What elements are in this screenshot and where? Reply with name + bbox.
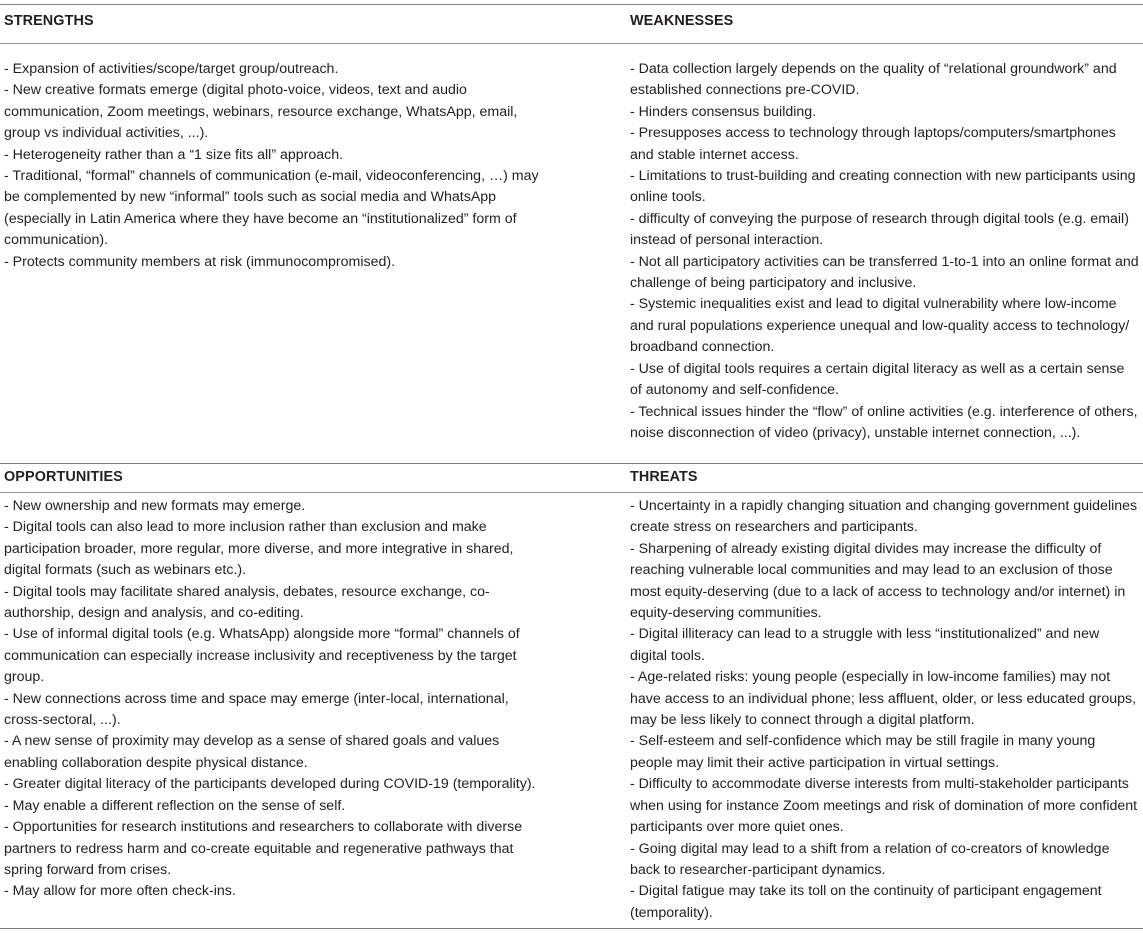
opportunities-list — [4, 496, 539, 903]
list-item: - Use of digital tools requires a certain digital literacy as well as a certain sense of autonomy and self-confidence. — [630, 360, 1125, 399]
strengths-list — [4, 59, 539, 273]
list-item: - Self-esteem and self-confidence which may be still fragile in many young people may limit their active participation in virtual settings. — [630, 733, 1096, 771]
table-bottom-rule — [0, 928, 1143, 929]
list-item: - Use of informal digital tools (e.g. WhatsApp) alongside more “formal” channels of communication can especially increase inclusivity and receptiveness by the target group. — [4, 626, 520, 686]
list-item: - Digital fatigue may take its toll on the continuity of participant engagement (temporality). — [630, 883, 1102, 921]
weaknesses-list — [630, 59, 1140, 444]
list-item: - May enable a different reflection on the sense of self. — [4, 797, 346, 814]
list-item: - Digital tools can also lead to more inclusion rather than exclusion and make participation broader, more regular, more diverse, and more integrative in shared, digital formats (such as webinars etc.). — [4, 519, 514, 579]
header-rule — [0, 492, 1143, 493]
list-item: - difficulty of conveying the purpose of research through digital tools (e.g. email) instead of personal interaction. — [630, 210, 1129, 249]
list-item: - Digital tools may facilitate shared analysis, debates, resource exchange, co-authorship, design and analysis, and co-editing. — [4, 583, 490, 622]
list-item: - Traditional, “formal” channels of communication (e-mail, videoconferencing, …) may be complemented by new “informal” tools such as social media and WhatsApp (especially in Latin America where they have become an “institutionalized” form of communication). — [4, 168, 539, 249]
strengths-heading: STRENGTHS — [4, 13, 94, 29]
list-item: - Age-related risks: young people (especially in low-income families) may not have access to an individual phone; less affluent, older, or less educated groups, may be less likely to connect through a digital platform. — [630, 669, 1137, 729]
opportunities-heading: OPPORTUNITIES — [4, 469, 123, 485]
list-item: - Sharpening of already existing digital divides may increase the difficulty of reaching vulnerable local communities and may lead to an exclusion of those most equity-deserving (due to a lack of access to technology and/or internet) in equity-deserving communities. — [630, 540, 1126, 622]
list-item: - New creative formats emerge (digital photo-voice, videos, text and audio communication, Zoom meetings, webinars, resource exchange, WhatsApp, email, group vs individual activities, ...). — [4, 82, 518, 142]
list-item: - New connections across time and space may emerge (inter-local, international, cross-sectoral, ...). — [4, 690, 509, 729]
list-item: - Difficulty to accommodate diverse interests from multi-stakeholder participants when using for instance Zoom meetings and risk of domination of more confident participants over more quiet ones. — [630, 776, 1138, 836]
list-item: - Limitations to trust-building and creating connection with new participants using online tools. — [630, 168, 1136, 206]
list-item: - Opportunities for research institutions and researchers to collaborate with diverse partners to redress harm and co-create equitable and regenerative pathways that spring forward from crises. — [4, 819, 523, 878]
list-item: - A new sense of proximity may develop as a sense of shared goals and values enabling collaboration despite physical distance. — [4, 733, 500, 771]
header-rule — [0, 43, 1143, 44]
weaknesses-heading: WEAKNESSES — [630, 13, 734, 29]
list-item: - Uncertainty in a rapidly changing situation and changing government guidelines create stress on researchers and participants. — [630, 498, 1138, 536]
threats-list — [630, 496, 1140, 924]
list-item: - Digital illiteracy can lead to a struggle with less “institutionalized” and new digital tools. — [630, 626, 1100, 664]
list-item: - Hinders consensus building. — [630, 103, 817, 120]
list-item: - Presupposes access to technology through laptops/computers/smartphones and stable internet access. — [630, 125, 1116, 163]
list-item: - Heterogeneity rather than a “1 size fits all” approach. — [4, 146, 344, 163]
list-item: - May allow for more often check-ins. — [4, 883, 236, 900]
middle-rule — [0, 463, 1143, 464]
list-item: - Not all participatory activities can be transferred 1-to-1 into an online format and challenge of being participatory and inclusive. — [630, 253, 1139, 292]
list-item: - Greater digital literacy of the participants developed during COVID-19 (temporality). — [4, 776, 536, 793]
list-item: - New ownership and new formats may emerge. — [4, 498, 306, 514]
list-item: - Systemic inequalities exist and lead to digital vulnerability where low-income and rural populations experience unequal and low-quality access to technology/ broadband connection. — [630, 296, 1130, 356]
list-item: - Going digital may lead to a shift from a relation of co-creators of knowledge back to researcher-participant dynamics. — [630, 840, 1110, 878]
list-item: - Protects community members at risk (immunocompromised). — [4, 253, 396, 270]
table-top-rule — [0, 4, 1143, 5]
threats-heading: THREATS — [630, 469, 698, 485]
list-item: - Technical issues hinder the “flow” of online activities (e.g. interference of others, noise disconnection of video (privacy), unstable internet connection, ...). — [630, 403, 1138, 441]
list-item: - Expansion of activities/scope/target group/outreach. — [4, 61, 339, 77]
list-item: - Data collection largely depends on the quality of “relational groundwork” and established connections pre-COVID. — [630, 61, 1117, 99]
